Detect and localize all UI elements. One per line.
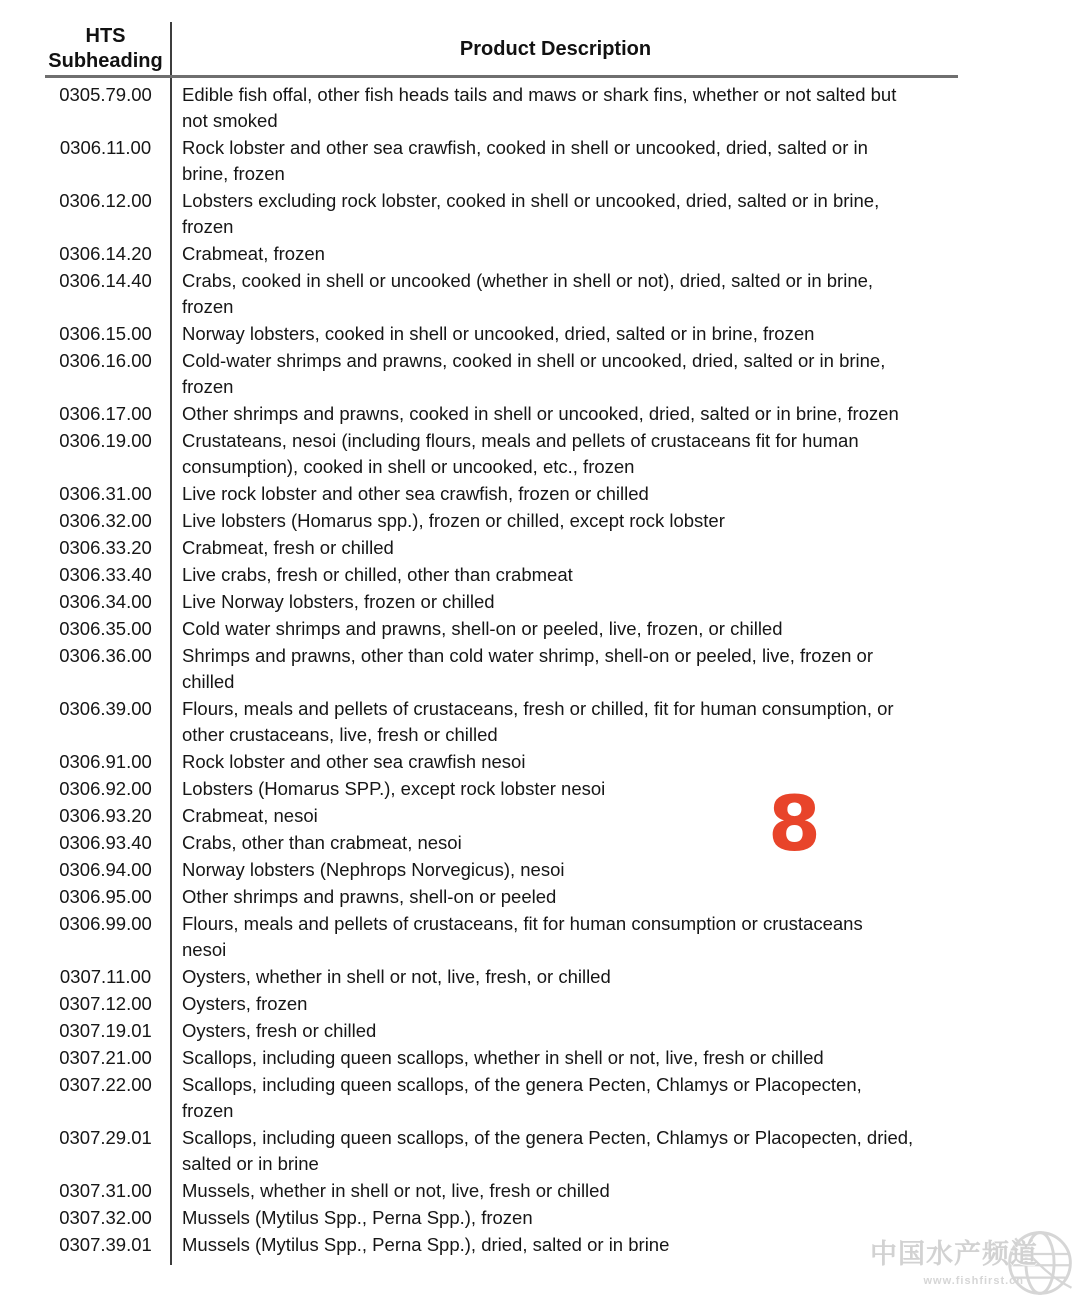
description-line: Crabs, cooked in shell or uncooked (whether in shell or not), dried, salted or in brine, xyxy=(182,270,874,291)
product-description-cell xyxy=(171,911,1080,963)
table-header-row xyxy=(0,24,1080,74)
hts-code-cell: 0306.93.40 xyxy=(59,832,152,853)
description-line: Scallops, including queen scallops, of the genera Pecten, Chlamys or Placopecten, dried, xyxy=(182,1127,914,1148)
hts-code-cell: 0307.12.00 xyxy=(59,993,152,1014)
description-line: Live crabs, fresh or chilled, other than crabmeat xyxy=(182,564,573,585)
table-row xyxy=(0,1018,1080,1044)
table-row xyxy=(0,562,1080,588)
hts-code-cell: 0306.32.00 xyxy=(59,510,152,531)
product-description-cell xyxy=(171,401,1080,427)
product-description-cell xyxy=(171,241,1080,267)
description-line: Lobsters excluding rock lobster, cooked in shell or uncooked, dried, salted or in brine, xyxy=(182,190,880,211)
table-row xyxy=(0,188,1080,240)
description-line: Rock lobster and other sea crawfish nesoi xyxy=(182,751,526,772)
table-row xyxy=(0,82,1080,134)
table-row xyxy=(0,135,1080,187)
hts-code-cell: 0306.31.00 xyxy=(59,483,152,504)
hts-code-cell: 0306.99.00 xyxy=(59,913,152,934)
hts-code-cell: 0306.14.20 xyxy=(59,243,152,264)
product-description-cell xyxy=(171,964,1080,990)
hts-subheading-column-header xyxy=(0,24,171,74)
description-line: Crabmeat, frozen xyxy=(182,243,325,264)
description-line: Oysters, whether in shell or not, live, fresh, or chilled xyxy=(182,966,611,987)
table-row xyxy=(0,616,1080,642)
table-row xyxy=(0,535,1080,561)
table-row xyxy=(0,241,1080,267)
product-description-cell xyxy=(171,1125,1080,1177)
product-description-cell xyxy=(171,884,1080,910)
product-description-cell xyxy=(171,562,1080,588)
description-line: Crabmeat, fresh or chilled xyxy=(182,537,394,558)
description-line: Crustateans, nesoi (including flours, meals and pellets of crustaceans fit for human xyxy=(182,430,859,451)
description-line: Crabs, other than crabmeat, nesoi xyxy=(182,832,462,853)
description-line: nesoi xyxy=(182,939,227,960)
table-row xyxy=(0,401,1080,427)
product-description-cell xyxy=(171,321,1080,347)
product-description-cell xyxy=(171,589,1080,615)
page-number: 8 xyxy=(768,779,821,868)
description-line: Crabmeat, nesoi xyxy=(182,805,318,826)
product-description-cell xyxy=(171,481,1080,507)
table-row xyxy=(0,964,1080,990)
description-line: consumption), cooked in shell or uncooked, etc., frozen xyxy=(182,456,635,477)
description-line: frozen xyxy=(182,216,234,237)
product-description-cell xyxy=(171,643,1080,695)
table-row xyxy=(0,321,1080,347)
hts-code-cell: 0306.36.00 xyxy=(59,645,152,666)
hts-code-cell: 0307.21.00 xyxy=(59,1047,152,1068)
product-description-cell xyxy=(171,508,1080,534)
product-description-cell xyxy=(171,535,1080,561)
product-description-column-header: Product Description xyxy=(459,37,652,60)
product-description-cell xyxy=(171,428,1080,480)
hts-code-cell: 0306.33.40 xyxy=(59,564,152,585)
hts-header-line1: HTS xyxy=(85,25,126,47)
table-row xyxy=(0,481,1080,507)
description-line: Live Norway lobsters, frozen or chilled xyxy=(182,591,495,612)
watermark-url: www.fishfirst.cn xyxy=(923,1275,1024,1287)
table-row xyxy=(0,857,1080,883)
hts-code-cell: 0306.92.00 xyxy=(59,778,152,799)
hts-code-cell: 0307.32.00 xyxy=(59,1207,152,1228)
hts-code-cell: 0305.79.00 xyxy=(59,84,152,105)
hts-code-cell: 0306.14.40 xyxy=(59,270,152,291)
product-description-cell xyxy=(171,348,1080,400)
table-row xyxy=(0,911,1080,963)
hts-code-cell: 0307.19.01 xyxy=(59,1020,152,1041)
hts-code-cell: 0306.11.00 xyxy=(59,137,152,158)
table-header-rule xyxy=(45,75,958,78)
description-line: Rock lobster and other sea crawfish, cooked in shell or uncooked, dried, salted or in xyxy=(182,137,868,158)
product-description-cell xyxy=(171,1178,1080,1204)
hts-code-cell: 0307.29.01 xyxy=(59,1127,152,1148)
description-line: Oysters, frozen xyxy=(182,993,308,1014)
table-row xyxy=(0,268,1080,320)
watermark-title: 中国水产频道 xyxy=(870,1239,1038,1269)
product-description-cell xyxy=(171,696,1080,748)
product-description-cell xyxy=(171,1072,1080,1124)
hts-code-cell: 0306.17.00 xyxy=(59,403,152,424)
table-row xyxy=(0,1072,1080,1124)
product-description-cell xyxy=(171,82,1080,134)
description-line: Norway lobsters, cooked in shell or uncooked, dried, salted or in brine, frozen xyxy=(182,323,815,344)
description-line: frozen xyxy=(182,376,234,397)
product-description-cell xyxy=(171,616,1080,642)
description-line: brine, frozen xyxy=(182,163,285,184)
description-line: Mussels (Mytilus Spp., Perna Spp.), dried, salted or in brine xyxy=(182,1234,670,1255)
product-description-cell xyxy=(171,188,1080,240)
table-row xyxy=(0,589,1080,615)
hts-code-cell: 0306.15.00 xyxy=(59,323,152,344)
table-row xyxy=(0,803,1080,829)
product-description-cell xyxy=(171,1045,1080,1071)
description-line: chilled xyxy=(182,671,235,692)
hts-code-cell: 0306.39.00 xyxy=(59,698,152,719)
table-body xyxy=(0,82,1080,1259)
description-line: Other shrimps and prawns, cooked in shell or uncooked, dried, salted or in brine, frozen xyxy=(182,403,899,424)
hts-code-cell: 0306.33.20 xyxy=(59,537,152,558)
product-description-cell xyxy=(171,268,1080,320)
hts-code-cell: 0307.31.00 xyxy=(59,1180,152,1201)
description-line: frozen xyxy=(182,296,234,317)
hts-code-cell: 0306.34.00 xyxy=(59,591,152,612)
product-description-cell xyxy=(171,857,1080,883)
description-line: Lobsters (Homarus SPP.), except rock lobster nesoi xyxy=(182,778,606,799)
table-row xyxy=(0,1045,1080,1071)
description-line: Live lobsters (Homarus spp.), frozen or chilled, except rock lobster xyxy=(182,510,725,531)
description-line: Scallops, including queen scallops, whether in shell or not, live, fresh or chilled xyxy=(182,1047,824,1068)
description-line: Mussels, whether in shell or not, live, fresh or chilled xyxy=(182,1180,610,1201)
product-description-cell xyxy=(171,830,1080,856)
product-description-cell xyxy=(171,135,1080,187)
table-row xyxy=(0,991,1080,1017)
hts-code-cell: 0307.11.00 xyxy=(59,966,152,987)
table-row xyxy=(0,696,1080,748)
hts-code-cell: 0306.91.00 xyxy=(59,751,152,772)
description-line: other crustaceans, live, fresh or chilled xyxy=(182,724,498,745)
hts-code-cell: 0306.19.00 xyxy=(59,430,152,451)
description-line: Cold water shrimps and prawns, shell-on or peeled, live, frozen, or chilled xyxy=(182,618,783,639)
product-description-cell xyxy=(171,749,1080,775)
hts-code-cell: 0306.16.00 xyxy=(59,350,152,371)
table-row xyxy=(0,1178,1080,1204)
hts-code-cell: 0306.94.00 xyxy=(59,859,152,880)
description-line: Shrimps and prawns, other than cold water shrimp, shell-on or peeled, live, frozen or xyxy=(182,645,874,666)
table-row xyxy=(0,830,1080,856)
table-row xyxy=(0,776,1080,802)
hts-header-line2: Subheading xyxy=(48,50,163,72)
table-row xyxy=(0,749,1080,775)
watermark xyxy=(870,1225,1076,1295)
description-line: Norway lobsters (Nephrops Norvegicus), nesoi xyxy=(182,859,565,880)
table-row xyxy=(0,884,1080,910)
hts-code-cell: 0306.93.20 xyxy=(59,805,152,826)
description-line: Oysters, fresh or chilled xyxy=(182,1020,377,1041)
description-line: Scallops, including queen scallops, of the genera Pecten, Chlamys or Placopecten, xyxy=(182,1074,862,1095)
description-line: Live rock lobster and other sea crawfish, frozen or chilled xyxy=(182,483,649,504)
hts-code-cell: 0306.35.00 xyxy=(59,618,152,639)
description-line: Mussels (Mytilus Spp., Perna Spp.), frozen xyxy=(182,1207,533,1228)
description-line: Edible fish offal, other fish heads tails and maws or shark fins, whether or not salted but xyxy=(182,84,897,105)
table-row xyxy=(0,643,1080,695)
product-description-cell xyxy=(171,991,1080,1017)
table-row xyxy=(0,508,1080,534)
product-description-cell xyxy=(171,776,1080,802)
description-line: Cold-water shrimps and prawns, cooked in shell or uncooked, dried, salted or in brine, xyxy=(182,350,886,371)
product-description-cell xyxy=(171,1018,1080,1044)
hts-code-cell: 0307.22.00 xyxy=(59,1074,152,1095)
hts-code-cell: 0306.12.00 xyxy=(59,190,152,211)
description-line: salted or in brine xyxy=(182,1153,319,1174)
table-row xyxy=(0,1125,1080,1177)
hts-code-cell: 0306.95.00 xyxy=(59,886,152,907)
table-row xyxy=(0,428,1080,480)
description-line: Other shrimps and prawns, shell-on or peeled xyxy=(182,886,557,907)
description-line: Flours, meals and pellets of crustaceans, fresh or chilled, fit for human consumption, or xyxy=(182,698,894,719)
description-line: frozen xyxy=(182,1100,234,1121)
description-line: Flours, meals and pellets of crustaceans, fit for human consumption or crustaceans xyxy=(182,913,863,934)
table-row xyxy=(0,348,1080,400)
product-description-cell xyxy=(171,803,1080,829)
description-line: not smoked xyxy=(182,110,278,131)
hts-code-cell: 0307.39.01 xyxy=(59,1234,152,1255)
